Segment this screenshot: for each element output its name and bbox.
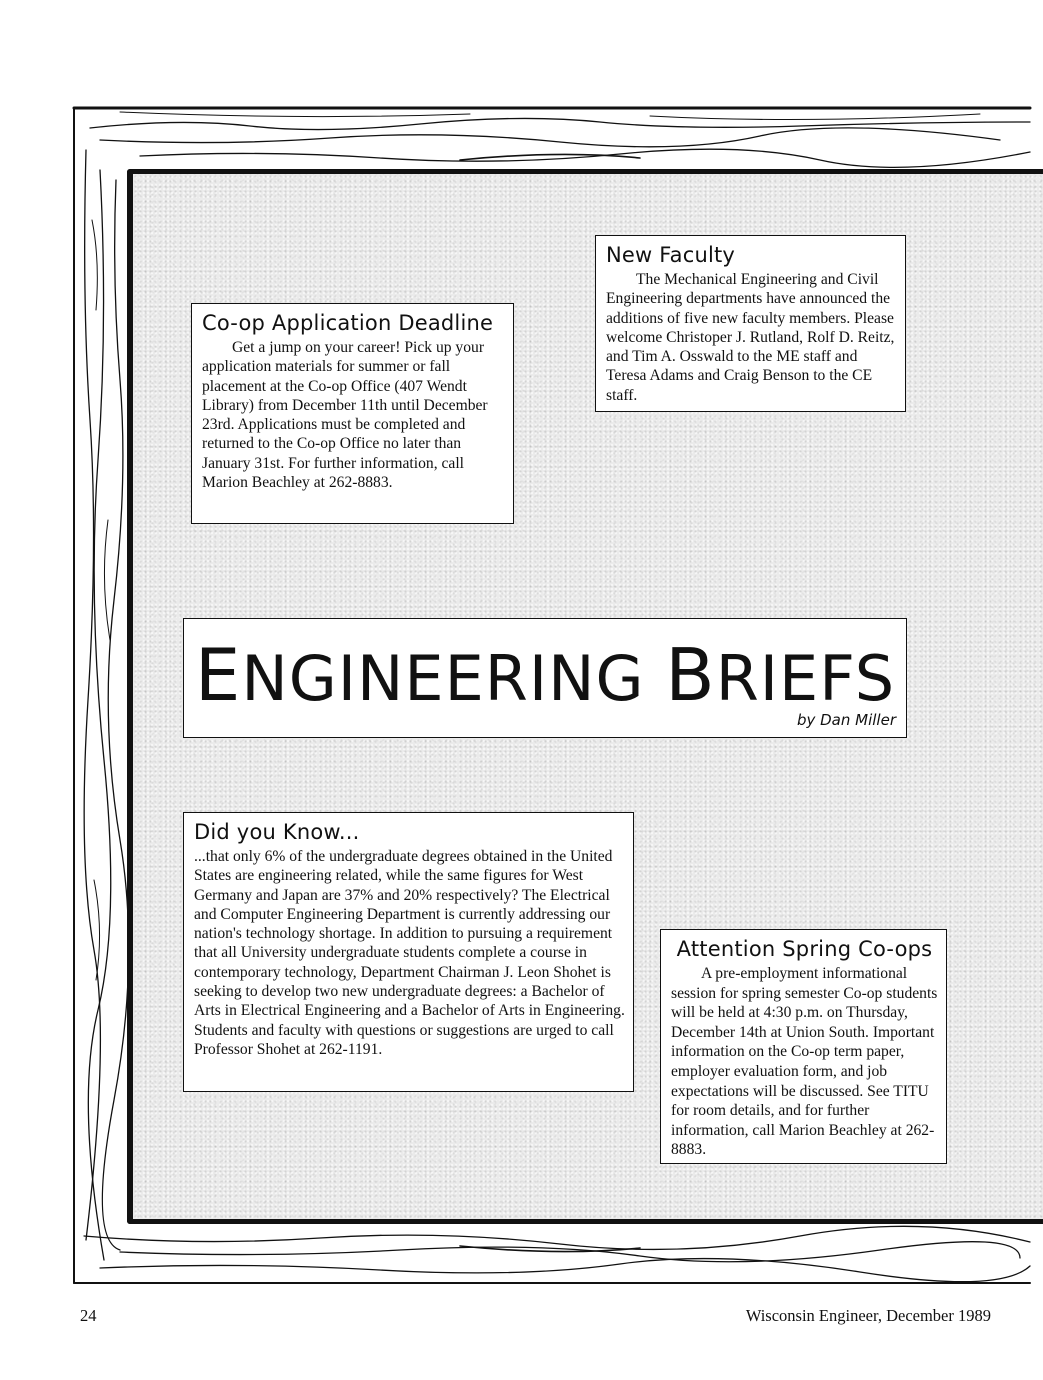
new-faculty-article [595,235,906,412]
title-initial-e: E [194,633,242,717]
spring-coops-body: A pre-employment informational session for spring semester Co-op students will be held at 4:30 p.m. on Thursday, December 14th at Union South. Important information on the Co-op term paper, employer evaluation form, and job expectations will be discussed. See TITU for room details, and for further information, call Marion Beachley at 262-8883. [671,965,938,1159]
publication-line: Wisconsin Engineer, December 1989 [745,1306,991,1325]
did-you-know-body: ...that only 6% of the undergraduate degrees obtained in the United States are engineering related, while the same figures for West Germany and Japan are 37% and 20% respectively? The Electrical and Computer Engineering Department is currently addressing our nation's technology shortage. In addition to pursuing a requirement that all University undergraduate students complete a course in contemporary technology, Department Chairman J. Leon Shohet is seeking to develop two new undergraduate degrees: a Bachelor of Arts in Electrical Engineering and a Bachelor of Arts in Engineering. Students and faculty with questions or suggestions are urged to call Professor Shohet at 262-1191. [194,848,625,1058]
title-initial-b: B [665,633,716,717]
page-number: 24 [80,1306,97,1325]
coop-deadline-article [191,303,514,524]
did-you-know-heading: Did you Know... [194,820,360,844]
title-rest-briefs: RIEFS [715,642,896,715]
spring-coops-article [660,929,947,1164]
new-faculty-body: The Mechanical Engineering and Civil Engineering departments have announced the additions of five new faculty members. Please welcome Christoper J. Rutland, Rolf D. Reitz, and Tim A. Osswald to the ME staff and Teresa Adams and Craig Benson to the CE staff. [606,271,895,404]
coop-deadline-body: Get a jump on your career! Pick up your application materials for summer or fall placement at the Co-op Office (407 Wendt Library) from December 11th until December 23rd. Applications must be completed and returned to the Co-op Office no later than January 31st. For further information, call Marion Beachley at 262-8883. [202,339,488,492]
did-you-know-article [183,812,634,1092]
spring-coops-heading: Attention Spring Co-ops [676,937,933,961]
page-title [184,633,906,717]
title-banner [183,618,907,738]
new-faculty-heading: New Faculty [606,243,736,267]
byline: by Dan Miller [796,711,896,729]
coop-deadline-heading: Co-op Application Deadline [202,311,494,335]
title-rest-engineering: NGINEERING [241,642,645,715]
